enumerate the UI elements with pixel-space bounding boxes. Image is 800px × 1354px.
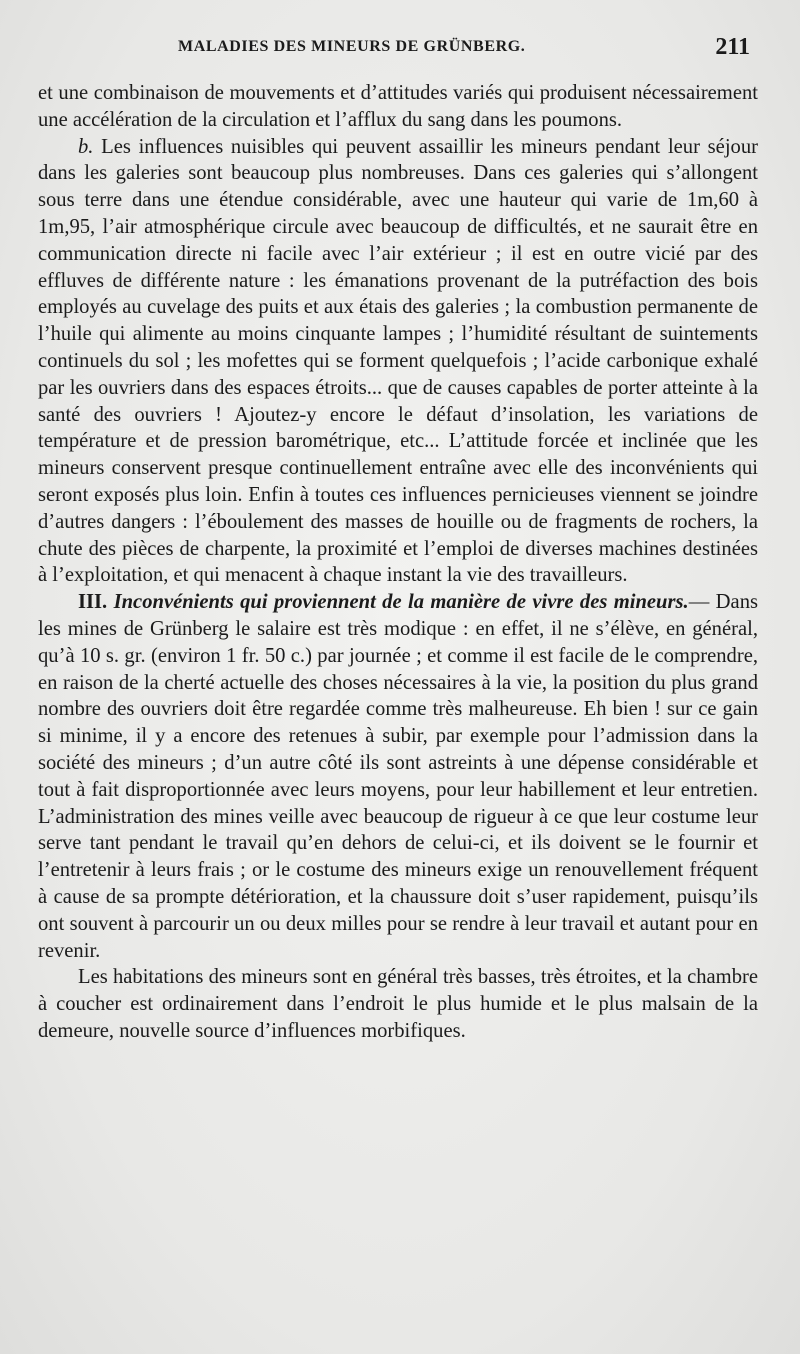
- section-number: III.: [78, 591, 108, 614]
- page-number: 211: [715, 34, 750, 60]
- section-text: — Dans les mines de Grünberg le salaire est très modique : en effet, il ne s’élève, en général, qu’à 10 s. gr. (environ 1 fr. 50 c.) par journée ; et comme il est facile de le comprendre, en raison de la cherté actuelle des choses nécessaires à la vie, la position du plus grand nombre des ouvriers doit être regardée comme très malheureuse. Eh bien ! sur ce gain si minime, il y a encore des retenues à subir, par exemple pour l’admission dans la société des mineurs ; d’un autre côté ils sont astreints à une dépense considérable et tout à fait disproportionnée avec leurs moyens, pour leur habillement et leur entretien. L’administration des mines veille avec beaucoup de rigueur à ce que leur costume leur serve tant pendant le travail qu’en dehors de celui-ci, et ils doivent se le fournir et l’entretenir à leurs frais ; or le costume des mineurs exige un renouvellement fréquent à cause de sa prompte détérioration, et la chaussure doit s’user rapidement, puisqu’ils ont souvent à parcourir un ou deux milles pour se rendre à leur travail et autant pour en revenir.: [38, 591, 758, 962]
- paragraph-habitations: Les habitations des mineurs sont en général très basses, très étroites, et la chambre à coucher est ordinairement dans l’endroit le plus humide et le plus malsain de la demeure, nouvelle source d’influences morbifiques.: [38, 966, 758, 1042]
- paragraph-text: Les influences nuisibles qui peuvent assaillir les mineurs pendant leur séjour dans les galeries sont beaucoup plus nombreuses. Dans ces galeries qui s’allongent sous terre dans une étendue considérable, avec une hauteur qui varie de 1m,60 à 1m,95, l’air atmosphérique circule avec beaucoup de difficultés, et ne saurait être en communication directe ni facile avec l’air extérieur ; il est en outre vicié par des effluves de différente nature : les émanations provenant de la putréfaction des bois employés au cuvelage des puits et aux étais des galeries ; la combustion permanente de l’huile qui alimente au moins cinquante lampes ; l’humidité résultant de suintements continuels du sol ; les mofettes qui se forment quelquefois ; l’acide carbonique exhalé par les ouvriers dans des espaces étroits... que de causes capables de porter atteinte à la santé des ouvriers ! Ajoutez-y encore le défaut d’insolation, les variations de température et de pression barométrique, etc... L’attitude forcée et inclinée que les mineurs conservent presque continuellement entraîne avec elle des inconvénients qui seront exposés plus loin. Enfin à toutes ces influences pernicieuses viennent se joindre d’autres dangers : l’éboulement des masses de houille ou de fragments de rochers, la chute des pièces de charpente, la proximité et l’emploi de diverses machines destinées à l’exploitation, et qui menacent à chaque instant la vie des travailleurs.: [38, 135, 758, 587]
- paragraph-b: [38, 134, 758, 590]
- section-iii: [38, 589, 758, 964]
- body-text: [38, 80, 758, 1045]
- paragraph-continuation: et une combinaison de mouvements et d’attitudes variés qui produisent nécessairement une accélération de la circulation et l’afflux du sang dans les poumons.: [38, 82, 758, 131]
- section-title: Inconvénients qui proviennent de la manière de vivre des mineurs.: [107, 591, 689, 614]
- paragraph-marker: b.: [78, 135, 94, 158]
- running-title: MALADIES DES MINEURS DE GRÜNBERG.: [178, 38, 526, 55]
- page-header: [38, 34, 750, 64]
